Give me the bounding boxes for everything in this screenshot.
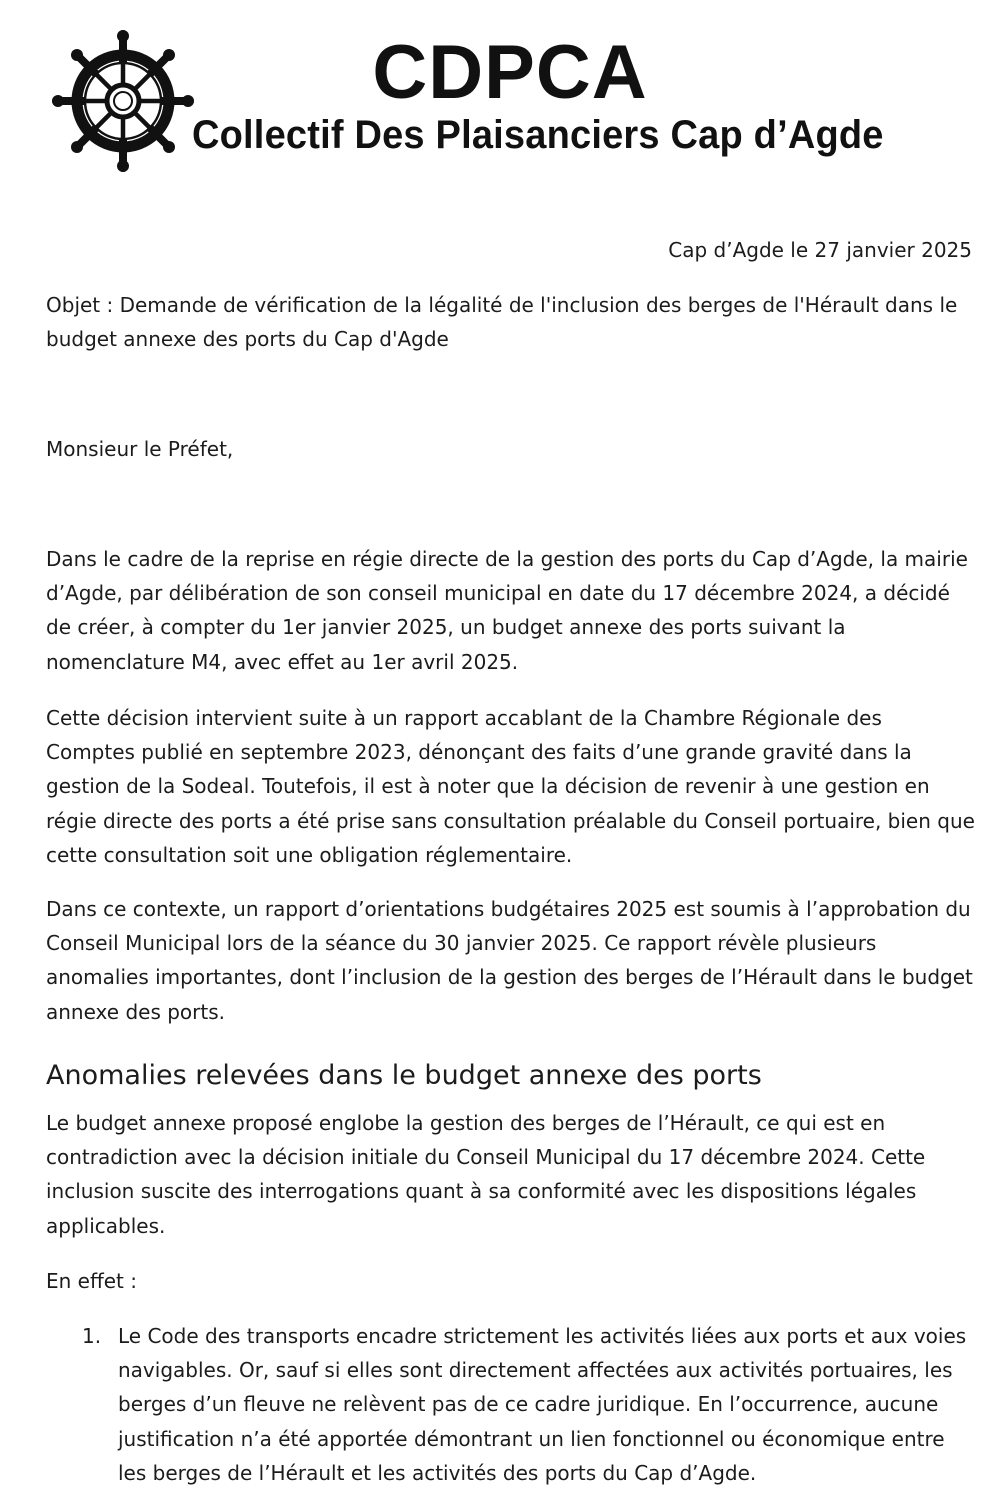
brand-subtitle: Collectif Des Plaisanciers Cap d’Agde	[192, 113, 884, 158]
list-item-number: 1.	[82, 1324, 102, 1348]
paragraph-1: Dans le cadre de la reprise en régie directe de la gestion des ports du Cap d’Agde, la mairie d’Agde, par délibération de son conseil municipal en date du 17 décembre 2024, a décidé de créer, à compter du 1er janvier 2025, un budget annexe des ports suivant la nomenclature M4, avec effet au 1er avril 2025.	[46, 547, 968, 674]
letter-date: Cap d’Agde le 27 janvier 2025	[668, 238, 972, 262]
section-heading: Anomalies relevées dans le budget annexe des ports	[46, 1060, 762, 1091]
paragraph-3: Dans ce contexte, un rapport d’orientations budgétaires 2025 est soumis à l’approbation du Conseil Municipal lors de la séance du 30 janvier 2025. Ce rapport révèle plusieurs anomalies importantes, dont l’inclusion de la gestion des berges de l’Hérault dans le budget annexe des ports.	[46, 897, 973, 1024]
salutation: Monsieur le Préfet,	[46, 437, 234, 461]
list-item-text: Le Code des transports encadre strictement les activités liées aux ports et aux voies navigables. Or, sauf si elles sont directement affectées aux activités portuaires, les berges d’un fleuve ne relèvent pas de ce cadre juridique. En l’occurrence, aucune justification n’a été apportée démontrant un lien fonctionnel ou économique entre les berges de l’Hérault et les activités des ports du Cap d’Agde.	[118, 1324, 967, 1485]
ship-wheel-icon	[52, 30, 194, 172]
section-paragraph: Le budget annexe proposé englobe la gestion des berges de l’Hérault, ce qui est en contradiction avec la décision initiale du Conseil Municipal du 17 décembre 2024. Cette inclusion suscite des interrogations quant à sa conformité avec les dispositions légales applicables.	[46, 1111, 926, 1238]
brand-title: CDPCA	[372, 30, 648, 115]
paragraph-2: Cette décision intervient suite à un rapport accablant de la Chambre Régionale des Comptes publié en septembre 2023, dénonçant des faits d’une grande gravité dans la gestion de la Sodeal. Toutefois, il est à noter que la décision de revenir à une gestion en régie directe des ports a été prise sans consultation préalable du Conseil portuaire, bien que cette consultation soit une obligation réglementaire.	[46, 706, 975, 867]
en-effet-label: En effet :	[46, 1269, 137, 1293]
letter-object: Objet : Demande de vérification de la légalité de l'inclusion des berges de l'Hérault dans le budget annexe des ports du Cap d'Agde	[46, 293, 958, 352]
